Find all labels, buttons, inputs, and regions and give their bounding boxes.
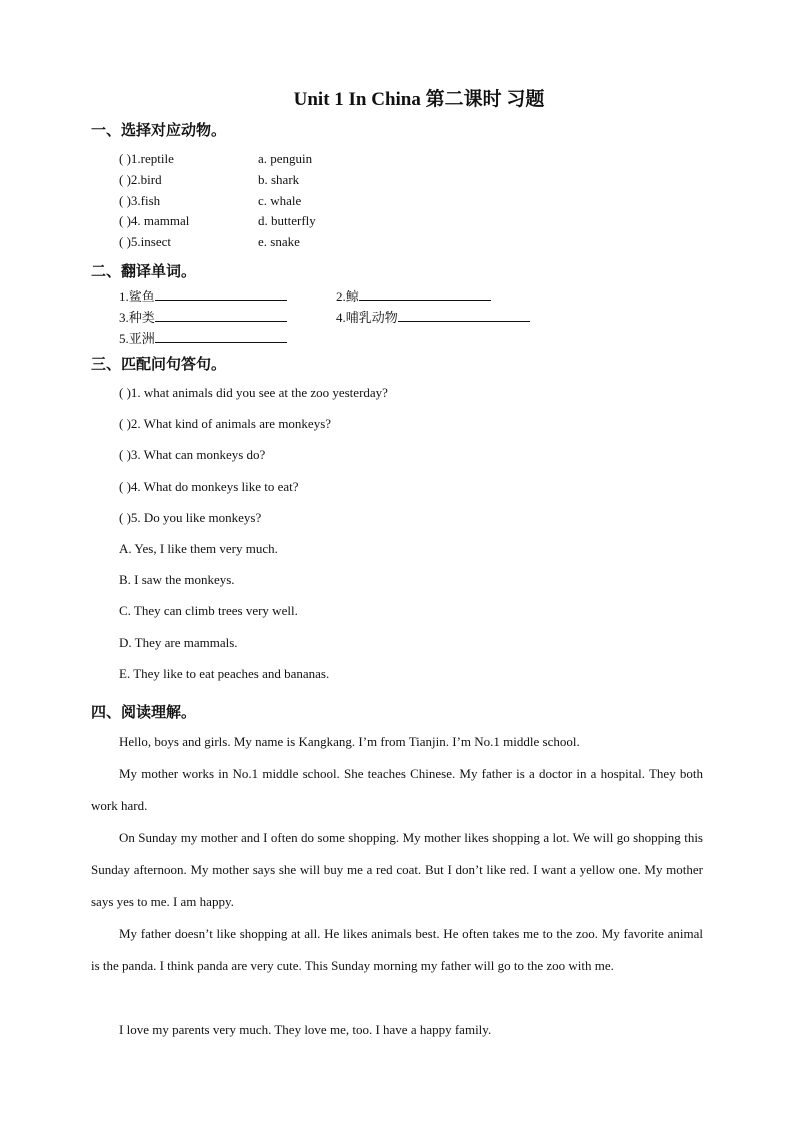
- question-item: ( )5. Do you like monkeys?: [119, 510, 262, 525]
- question-item: ( )3. What can monkeys do?: [119, 447, 266, 462]
- translate-item: [119, 286, 287, 305]
- match-left-item: ( )4. mammal: [119, 213, 190, 228]
- reading-paragraph: On Sunday my mother and I often do some shopping. My mother likes shopping a lot. We will go shopping this Sunday afternoon. My mother says she will buy me a red coat. But I don’t like red. I want a yellow one. My mother says yes to me. I am happy.: [91, 830, 703, 909]
- answer-option: B. I saw the monkeys.: [119, 572, 235, 587]
- reading-paragraph: I love my parents very much. They love me, too. I have a happy family.: [119, 1022, 492, 1037]
- answer-option: A. Yes, I like them very much.: [119, 541, 278, 556]
- match-right-item: a. penguin: [258, 151, 313, 166]
- translate-label: 4.哺乳动物: [336, 310, 398, 325]
- answer-option: E. They like to eat peaches and bananas.: [119, 666, 330, 681]
- translate-label: 5.亚洲: [119, 331, 155, 346]
- match-right-item: c. whale: [258, 193, 302, 208]
- question-item: ( )1. what animals did you see at the zoo yesterday?: [119, 385, 388, 400]
- answer-option: C. They can climb trees very well.: [119, 603, 298, 618]
- translate-label: 1.鲨鱼: [119, 289, 155, 304]
- reading-paragraph: My mother works in No.1 middle school. She teaches Chinese. My father is a doctor in a hospital. They both work hard.: [91, 766, 703, 813]
- page-title: Unit 1 In China 第二课时 习题: [293, 89, 545, 110]
- translate-label: 2.鲸: [336, 289, 359, 304]
- match-right-item: b. shark: [258, 172, 300, 187]
- match-right-item: e. snake: [258, 234, 300, 249]
- section3-heading: 三、匹配问句答句。: [91, 355, 227, 373]
- translate-item: [336, 307, 530, 326]
- reading-paragraph: Hello, boys and girls. My name is Kangkang. I’m from Tianjin. I’m No.1 middle school.: [119, 734, 580, 749]
- answer-blank[interactable]: [155, 329, 287, 343]
- translate-label: 3.种类: [119, 310, 155, 325]
- question-item: ( )2. What kind of animals are monkeys?: [119, 416, 332, 431]
- match-left-item: ( )5.insect: [119, 234, 171, 249]
- translate-item: [119, 328, 287, 347]
- answer-blank[interactable]: [359, 287, 491, 301]
- match-left-item: ( )3.fish: [119, 193, 161, 208]
- section2-heading: 二、翻译单词。: [91, 262, 197, 280]
- answer-option: D. They are mammals.: [119, 635, 238, 650]
- translate-item: [336, 286, 491, 305]
- section4-heading: 四、阅读理解。: [91, 703, 197, 721]
- section1-heading: 一、选择对应动物。: [91, 121, 227, 139]
- answer-blank[interactable]: [398, 308, 530, 322]
- reading-paragraph: My father doesn’t like shopping at all. He likes animals best. He often takes me to the zoo. My favorite animal is the panda. I think panda are very cute. This Sunday morning my father will go to the zoo with me.: [91, 926, 703, 973]
- match-right-item: d. butterfly: [258, 213, 316, 228]
- question-item: ( )4. What do monkeys like to eat?: [119, 479, 299, 494]
- answer-blank[interactable]: [155, 287, 287, 301]
- match-left-item: ( )2.bird: [119, 172, 162, 187]
- answer-blank[interactable]: [155, 308, 287, 322]
- match-left-item: ( )1.reptile: [119, 151, 174, 166]
- translate-item: [119, 307, 287, 326]
